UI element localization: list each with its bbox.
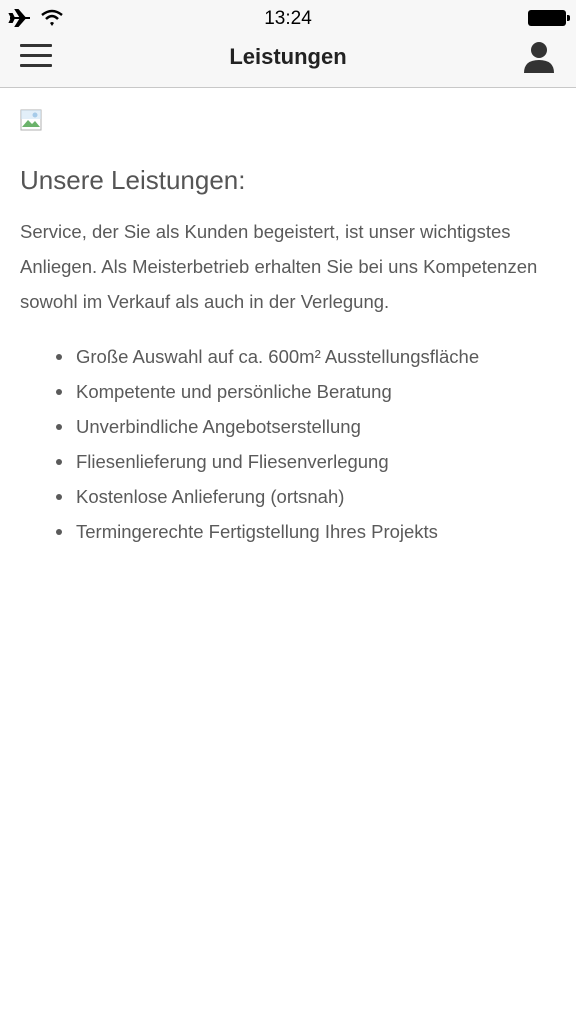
main-content	[0, 89, 576, 549]
section-heading: Unsere Leistungen:	[20, 165, 246, 195]
services-list	[20, 339, 556, 549]
user-button[interactable]	[522, 40, 556, 74]
page-title: Leistungen	[229, 44, 347, 69]
list-item: Fliesenlieferung und Fliesenverlegung	[56, 444, 556, 479]
intro-paragraph: Service, der Sie als Kunden begeistert, ist unser wichtigstes Anliegen. Als Meisterbetrieb erhalten Sie bei uns Kompetenzen sowohl im Verkauf als auch in der Verlegung.	[20, 221, 538, 312]
list-item: Große Auswahl auf ca. 600m² Ausstellungsfläche	[56, 339, 556, 374]
status-time: 13:24	[264, 8, 312, 29]
list-item: Unverbindliche Angebotserstellung	[56, 409, 556, 444]
navigation-bar	[0, 38, 576, 88]
battery-icon	[528, 10, 566, 26]
status-bar	[0, 0, 576, 38]
broken-image-icon	[20, 109, 42, 131]
user-icon	[522, 40, 556, 74]
list-item: Kompetente und persönliche Beratung	[56, 374, 556, 409]
list-item: Termingerechte Fertigstellung Ihres Projekts	[56, 514, 556, 549]
list-item: Kostenlose Anlieferung (ortsnah)	[56, 479, 556, 514]
